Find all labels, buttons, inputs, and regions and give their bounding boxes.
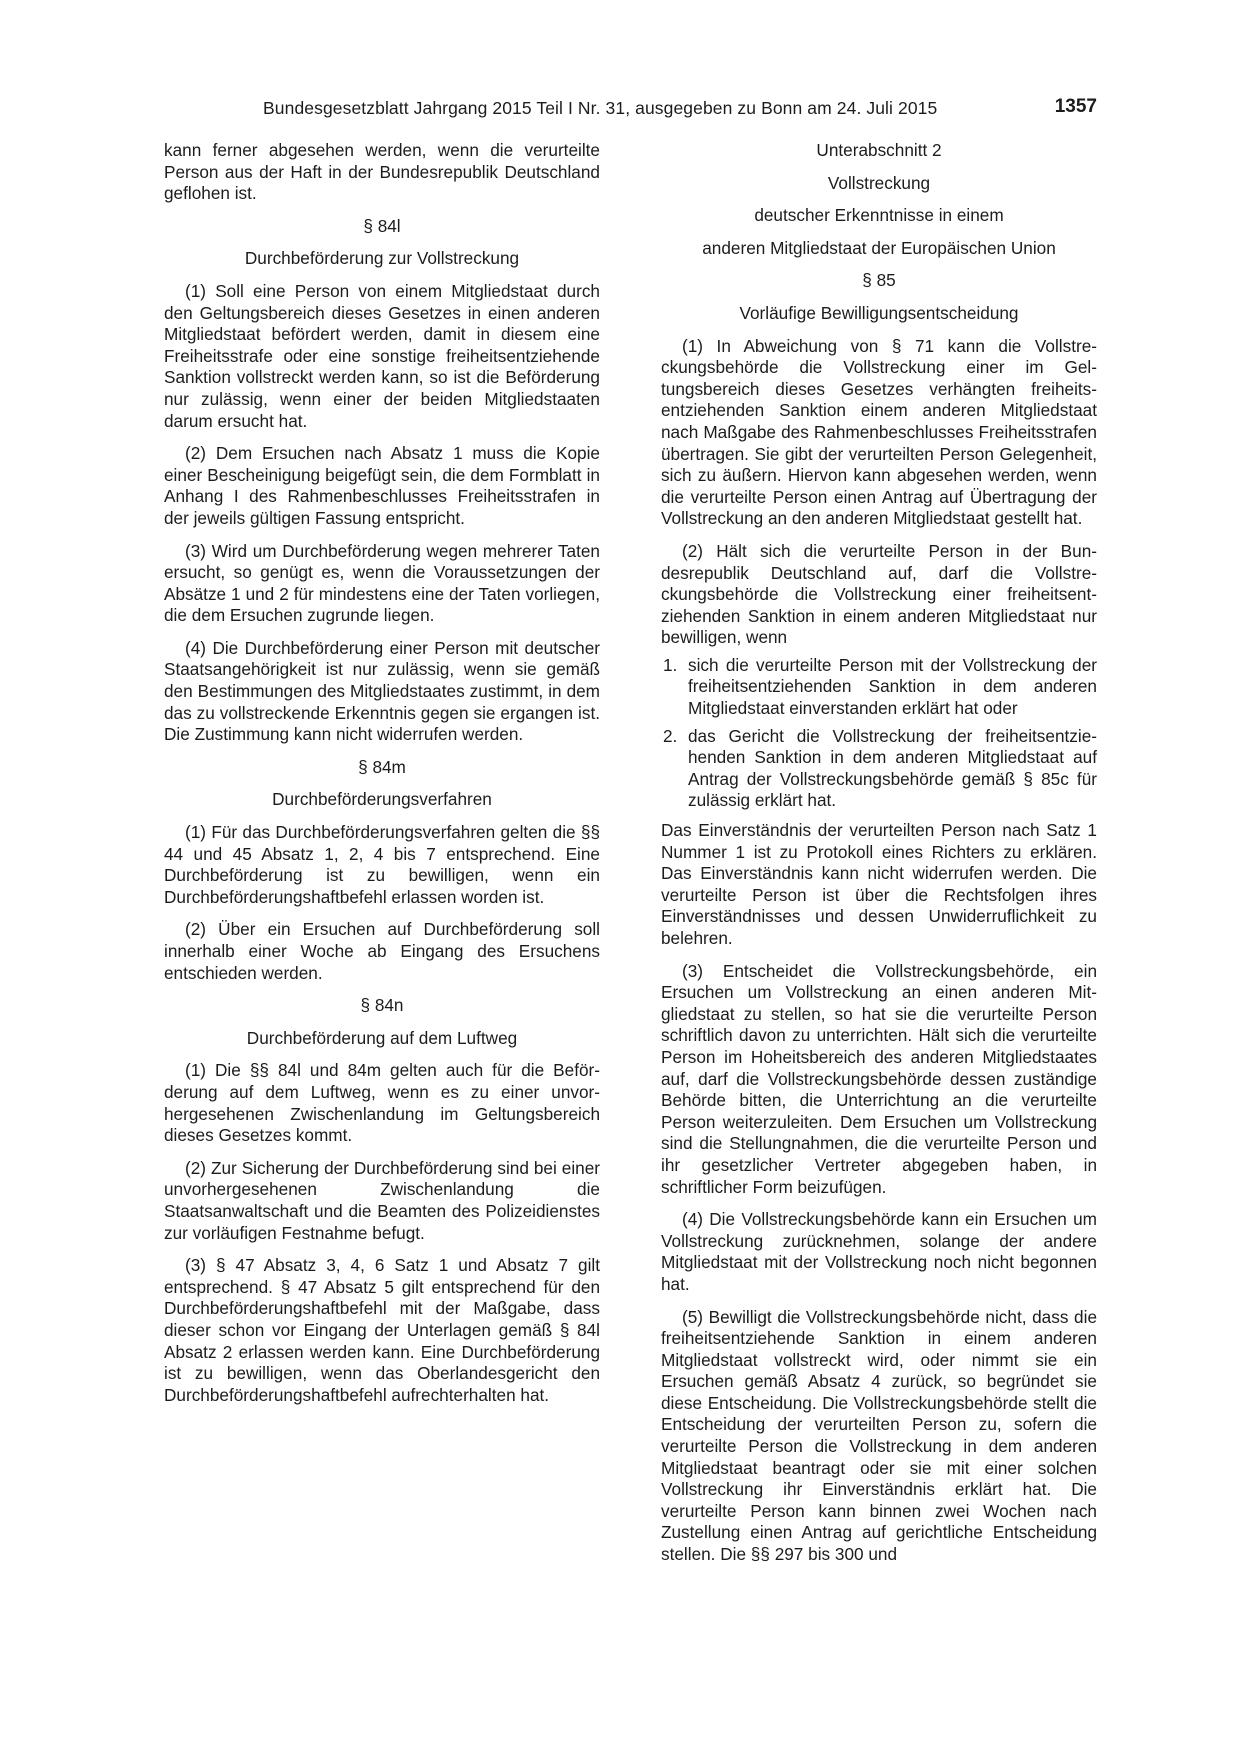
section-paragraph: Das Einverständnis der verurteilten Person nach Satz 1 Nummer 1 ist zu Protokoll eines Richters zu erklären. Das Einverständnis kann nicht widerrufen werden. Die verurteilte Person ist über die Rechtsfolgen ihres Einverständnisses und dessen Unwiderruflichkeit zu belehren. <box>661 820 1097 948</box>
section-title: Vorläufige Bewilligungsentscheidung <box>739 302 1019 323</box>
left-column <box>164 140 600 1417</box>
section-paragraph: (3) Wird um Durchbeförderung wegen mehrerer Taten ersucht, so genügt es, wenn die Voraussetzungen der Absätze 1 und 2 für mindestens eine der Taten vorliegen, die dem Ersuchen zugrunde liegen. <box>164 540 600 626</box>
section-number: § 85 <box>862 270 896 291</box>
list-marker: 1. <box>663 654 678 675</box>
section-paragraph: (2) Hält sich die verurteilte Person in der Bundesrepublik Deutschland auf, darf die Vollstreckungsbehörde die Vollstreckung einer freiheitsentziehenden Sanktion in einem anderen Mitgliedstaat nur bewilligen, wenn <box>661 540 1097 648</box>
section-paragraph: (2) Zur Sicherung der Durchbeförderung sind bei einer unvorhergesehenen Zwischenlandung die Staatsanwaltschaft und die Beamten des Polizeidienstes zur vorläufigen Festnahme befugt. <box>164 1157 600 1243</box>
subsection-label: Unterabschnitt 2 <box>816 140 942 160</box>
numbered-list <box>661 655 1097 812</box>
list-item-text: sich die verurteilte Person mit der Vollstreckung der freiheitsentziehenden Sanktion in dem anderen Mitgliedstaat einverstanden erklärt hat oder <box>688 654 1097 719</box>
subsection-heading <box>661 140 1097 259</box>
section-paragraph: (2) Über ein Ersuchen auf Durchbeförderung soll innerhalb einer Woche ab Eingang des Ersuchens entschieden werden. <box>164 919 600 983</box>
section-paragraph: (1) Für das Durchbeförderungsverfahren gelten die §§ 44 und 45 Absatz 1, 2, 4 bis 7 entsprechend. Eine Durchbeförderung ist zu bewilligen, wenn ein Durchbeförderungshaftbefehl erlassen worden ist. <box>164 822 600 907</box>
section-number: § 84l <box>363 215 401 236</box>
list-marker: 2. <box>663 725 678 746</box>
section-paragraph: (1) Soll eine Person von einem Mitgliedstaat durch den Geltungsbereich dieses Gesetzes in einen anderen Mitgliedstaat befördert werden, damit in diesem eine Freiheitsstrafe oder eine sonstige freiheitsentziehende Sanktion vollstreckt werden kann, so ist die Beförderung nur zulässig, wenn einer der beiden Mitgliedstaaten darum ersucht hat. <box>164 280 600 431</box>
section-paragraph: (3) § 47 Absatz 3, 4, 6 Satz 1 und Absatz 7 gilt entsprechend. § 47 Absatz 5 gilt entsprechend für den Durchbeförderungshaftbefehl mit der Maßgabe, dass dieser schon vor Eingang der Unterlagen gemäß § 84l Absatz 2 erlassen werden kann. Eine Durchbeförderung ist zu bewilligen, wenn das Oberlandesgericht den Durchbeförderungshaftbefehl aufrechterhalten hat. <box>164 1255 600 1405</box>
list-item <box>661 726 1097 812</box>
section-number: § 84m <box>358 756 406 777</box>
section-paragraph: (4) Die Vollstreckungsbehörde kann ein Ersuchen um Vollstreckung zurücknehmen, solange der andere Mitgliedstaat mit der Vollstreckung noch nicht begonnen hat. <box>661 1209 1097 1294</box>
section-paragraph: (1) Die §§ 84l und 84m gelten auch für die Beförderung auf dem Luftweg, wenn es zu einer unvorhergesehenen Zwischenlandung im Geltungsbereich dieses Gesetzes kommt. <box>164 1060 600 1146</box>
section-title: Durchbeförderungsverfahren <box>272 789 492 810</box>
subsection-title-line: Vollstreckung <box>827 172 931 193</box>
section-84m <box>164 757 600 984</box>
section-paragraph: (5) Bewilligt die Vollstreckungsbehörde nicht, dass die freiheitsentziehende Sanktion in einem anderen Mitgliedstaat vollstreckt wird, oder nimmt sie ein Ersuchen gemäß Absatz 4 zurück, so begründet sie diese Entscheidung. Die Vollstreckungsbehörde stellt die Entscheidung der verurteilten Person zu, sofern die verurteilte Person die Vollstreckung in dem anderen Mitgliedstaat beantragt oder sie mit einer solchen Vollstreckung ihr Einverständnis erklärt hat. Die verurteilte Person kann binnen zwei Wochen nach Zustellung einen Antrag auf gerichtliche Entscheidung stellen. Die §§ 297 bis 300 und <box>661 1306 1097 1565</box>
section-title: Durchbeförderung auf dem Luftweg <box>246 1027 518 1048</box>
running-header <box>263 98 1097 126</box>
list-item <box>661 655 1097 720</box>
list-item-text: das Gericht die Vollstreckung der freiheitsentziehenden Sanktion in dem anderen Mitgliedstaat auf Antrag der Vollstreckungsbehörde gemäß § 85c für zulässig erklärt hat. <box>688 725 1097 811</box>
section-paragraph: (2) Dem Ersuchen nach Absatz 1 muss die Kopie einer Bescheinigung beigefügt sein, die dem Formblatt in Anhang I des Rahmenbeschlusses Freiheitsstrafen in der jeweils gültigen Fassung entspricht. <box>164 443 600 528</box>
section-85 <box>661 270 1097 1565</box>
gazette-title: Bundesgesetzblatt Jahrgang 2015 Teil I Nr. 31, ausgegeben zu Bonn am 24. Juli 2015 <box>263 98 938 118</box>
page-number: 1357 <box>1054 96 1097 117</box>
continuation-paragraph: kann ferner abgesehen werden, wenn die verurteilte Person aus der Haft in der Bundesrepublik Deutschland geflohen ist. <box>164 140 600 204</box>
section-title: Durchbeförderung zur Vollstreckung <box>244 248 520 269</box>
section-84n <box>164 995 600 1406</box>
section-paragraph: (4) Die Durchbeförderung einer Person mit deutscher Staatsangehörigkeit ist nur zulässig, wenn sie gemäß den Bestimmungen des Mitgliedstaates zustimmt, in dem das zu vollstreckende Erkenntnis gegen sie ergangen ist. Die Zustimmung kann nicht widerrufen werden. <box>164 637 600 745</box>
right-column <box>661 140 1097 1577</box>
section-number: § 84n <box>360 995 404 1016</box>
section-84l <box>164 216 600 746</box>
subsection-title-line: deutscher Erkenntnisse in einem <box>754 205 1004 226</box>
section-paragraph: (1) In Abweichung von § 71 kann die Vollstreckungsbehörde die Vollstreckung einer im Geltungsbereich dieses Gesetzes verhängten freiheitsentziehenden Sanktion einem anderen Mitgliedstaat nach Maßgabe des Rahmenbeschlusses Freiheitsstrafen übertragen. Sie gibt der verurteilten Person Gelegenheit, sich zu äußern. Hiervon kann abgesehen werden, wenn die verurteilte Person einen Antrag auf Übertragung der Vollstreckung an den anderen Mitgliedstaat gestellt hat. <box>661 335 1097 529</box>
subsection-title-line: anderen Mitgliedstaat der Europäischen Union <box>702 237 1056 258</box>
section-paragraph: (3) Entscheidet die Vollstreckungsbehörde, ein Ersuchen um Vollstreckung an einen anderen Mitgliedstaat zu stellen, so hat sie die verurteilte Person schriftlich davon zu unterrichten. Hält sich die verurteilte Person im Hoheitsbereich des anderen Mitgliedstaates auf, darf die Vollstreckungsbehörde dessen zuständige Behörde bitten, die Unterrichtung an die verurteilte Person weiterzuleiten. Dem Ersuchen um Vollstreckung sind die Stellungnahmen, die die verurteilte Person und ihr gesetzlicher Vertreter abgegeben haben, in schriftlicher Form beizufügen. <box>661 960 1097 1197</box>
